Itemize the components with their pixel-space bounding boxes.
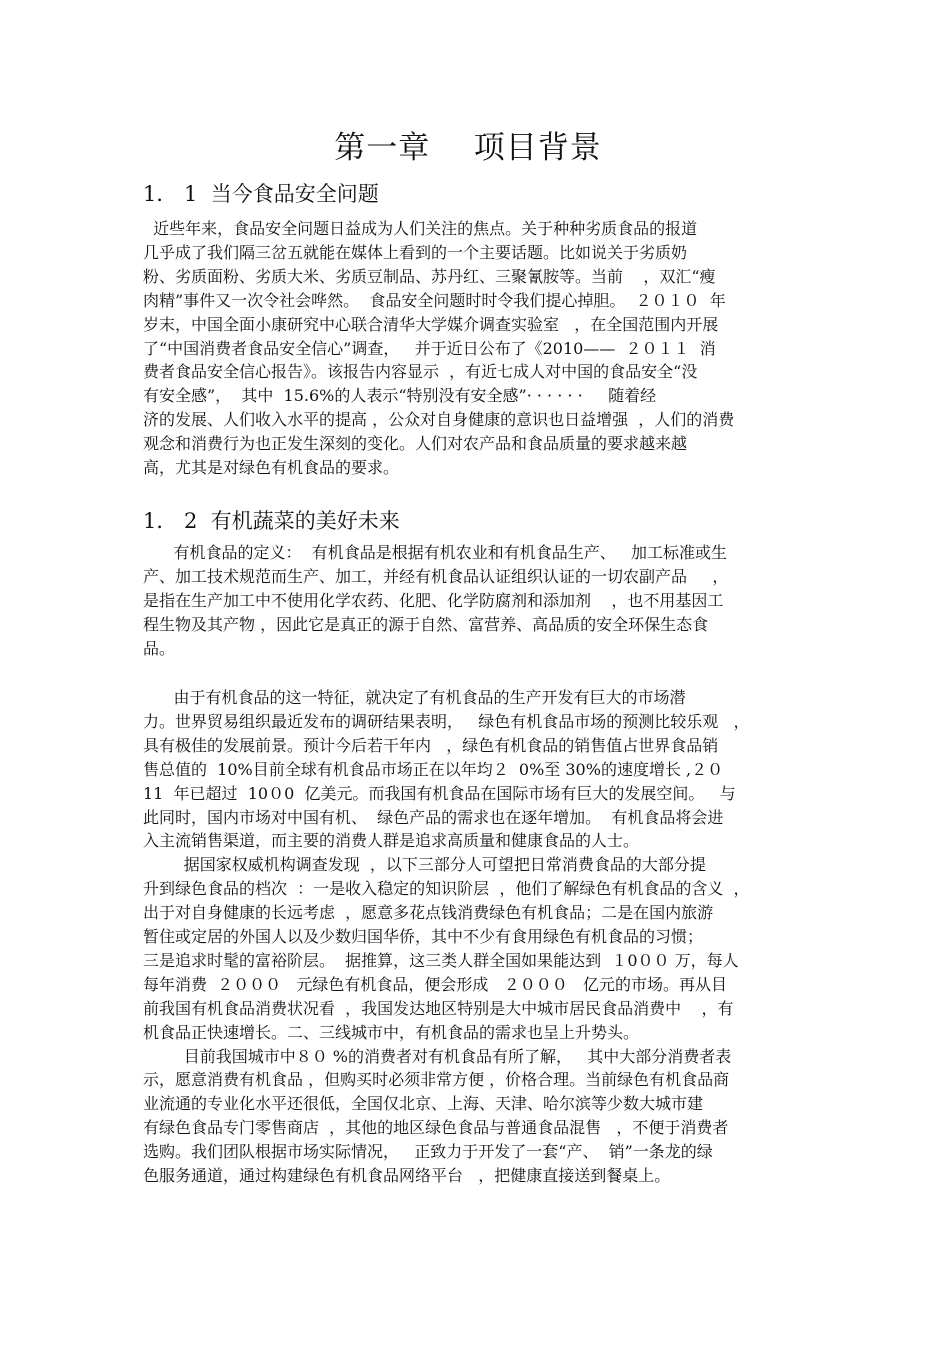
section-heading-1-1: 1． 1 当今食品安全问题 xyxy=(143,182,379,206)
text-line: 观念和消费行为也正发生深刻的变化。人们对农产品和食品质量的要求越来越 xyxy=(143,434,688,454)
text-line: 近些年来，食品安全问题日益成为人们关注的焦点。关于种种劣质食品的报道 xyxy=(143,219,698,238)
text-line: 力。世界贸易组织最近发布的调研结果表明， 绿色有机食品市场的预测比较乐观 ， xyxy=(143,711,750,731)
text-line: 示，愿意消费有机食品 ，但购买时必须非常方便 ，价格合理。当前绿色有机食品商 xyxy=(143,1070,730,1090)
text-line: 是指在生产加工中不使用化学农药、化肥、化学防腐剂和添加剂 ，也不用基因工 xyxy=(143,590,724,610)
text-line: 有安全感”， 其中 15.6%的人表示“特别没有安全感”· · · · · · 随着经 xyxy=(143,386,657,406)
text-line: 11 年已超过 10０0 亿美元。而我国有机食品在国际市场有巨大的发展空间。 与 xyxy=(143,783,736,803)
text-line: 几乎成了我们隔三岔五就能在媒体上看到的一个主要话题。比如说关于劣质奶 xyxy=(143,242,688,262)
text-line: 据国家权威机构调查发现 ，以下三部分人可望把日常消费食品的大部分提 xyxy=(143,855,706,875)
text-line: 岁末，中国全面小康研究中心联合清华大学媒介调查实验室 ，在全国范围内开展 xyxy=(143,314,719,334)
text-line: 选购。我们团队根据市场实际情况， 正致力于开发了一套“产、 销”一条龙的绿 xyxy=(143,1142,713,1162)
text-line: 机食品正快速增长。二、三线城市中，有机食品的需求也呈上升势头。 xyxy=(143,1022,640,1042)
text-line: 高，尤其是对绿色有机食品的要求。 xyxy=(143,458,400,477)
text-line: 售总值的 10%目前全球有机食品市场正在以年均２ 0%至 30%的速度增长 ,２０ xyxy=(143,759,724,779)
text-line: 粉、劣质面粉、劣质大米、劣质豆制品、苏丹红、三聚氰胺等。当前 ，双汇“瘦 xyxy=(143,266,716,286)
text-line: 了“中国消费者食品安全信心”调查， 并于近日公布了《2010—— ２０１１ 消 xyxy=(143,338,716,358)
text-line: 济的发展、人们收入水平的提高 ，公众对自身健康的意识也日益增强 ，人们的消费 xyxy=(143,410,735,430)
text-line: 由于有机食品的这一特征，就决定了有机食品的生产开发有巨大的市场潜 xyxy=(143,688,686,707)
text-line: 此同时，国内市场对中国有机、 绿色产品的需求也在逐年增加。 有机食品将会进 xyxy=(143,807,724,827)
text-line: 暂住或定居的外国人以及少数归国华侨，其中不少有食用绿色有机食品的习惯； xyxy=(143,927,704,946)
text-line: 有机食品的定义： 有机食品是根据有机农业和有机食品生产、 加工标准或生 xyxy=(143,543,727,562)
chapter-title: 第一章 项目背景 xyxy=(334,130,602,166)
text-line: 产、加工技术规范而生产、加工，并经有机食品认证组织认证的一切农副产品 ， xyxy=(143,566,729,586)
text-line: 肉精”事件又一次令社会哗然。 食品安全问题时时令我们提心掉胆。 ２０１０ 年 xyxy=(143,290,726,310)
text-line: 入主流销售渠道，而主要的消费人群是追求高质量和健康食品的人士。 xyxy=(143,831,640,851)
text-line: 品。 xyxy=(143,638,176,658)
text-line: 有绿色食品专门零售商店 ，其他的地区绿色食品与普通食品混售 ，不便于消费者 xyxy=(143,1118,729,1138)
text-line: 升到绿色食品的档次 ：一是收入稳定的知识阶层 ，他们了解绿色有机食品的含义 ， xyxy=(143,879,750,899)
section-heading-1-2: 1． 2 有机蔬菜的美好未来 xyxy=(143,509,400,533)
text-line: 目前我国城市中８０ %的消费者对有机食品有所了解， 其中大部分消费者表 xyxy=(143,1046,732,1066)
text-line: 业流通的专业化水平还很低，全国仅北京、上海、天津、哈尔滨等少数大城市建 xyxy=(143,1094,704,1114)
text-line: 每年消费 ２０００ 元绿色有机食品，便会形成 ２０００ 亿元的市场。再从目 xyxy=(143,974,727,994)
text-line: 前我国有机食品消费状况看 ，我国发达地区特别是大中城市居民食品消费中 ，有 xyxy=(143,998,734,1018)
text-line: 三是追求时髦的富裕阶层。 据推算，这三类人群全国如果能达到 １0００ 万，每人 xyxy=(143,950,739,970)
text-line: 出于对自身健康的长远考虑 ，愿意多花点钱消费绿色有机食品；二是在国内旅游 xyxy=(143,903,714,923)
text-line: 程生物及其产物 ，因此它是真正的源于自然、富营养、高品质的安全环保生态食 xyxy=(143,614,709,634)
text-line: 费者食品安全信心报告》。该报告内容显示 ，有近七成人对中国的食品安全“没 xyxy=(143,362,698,382)
text-line: 色服务通道，通过构建绿色有机食品网络平台 ，把健康直接送到餐桌上。 xyxy=(143,1166,671,1185)
text-line: 具有极佳的发展前景。预计今后若干年内 ，绿色有机食品的销售值占世界食品销 xyxy=(143,735,719,755)
